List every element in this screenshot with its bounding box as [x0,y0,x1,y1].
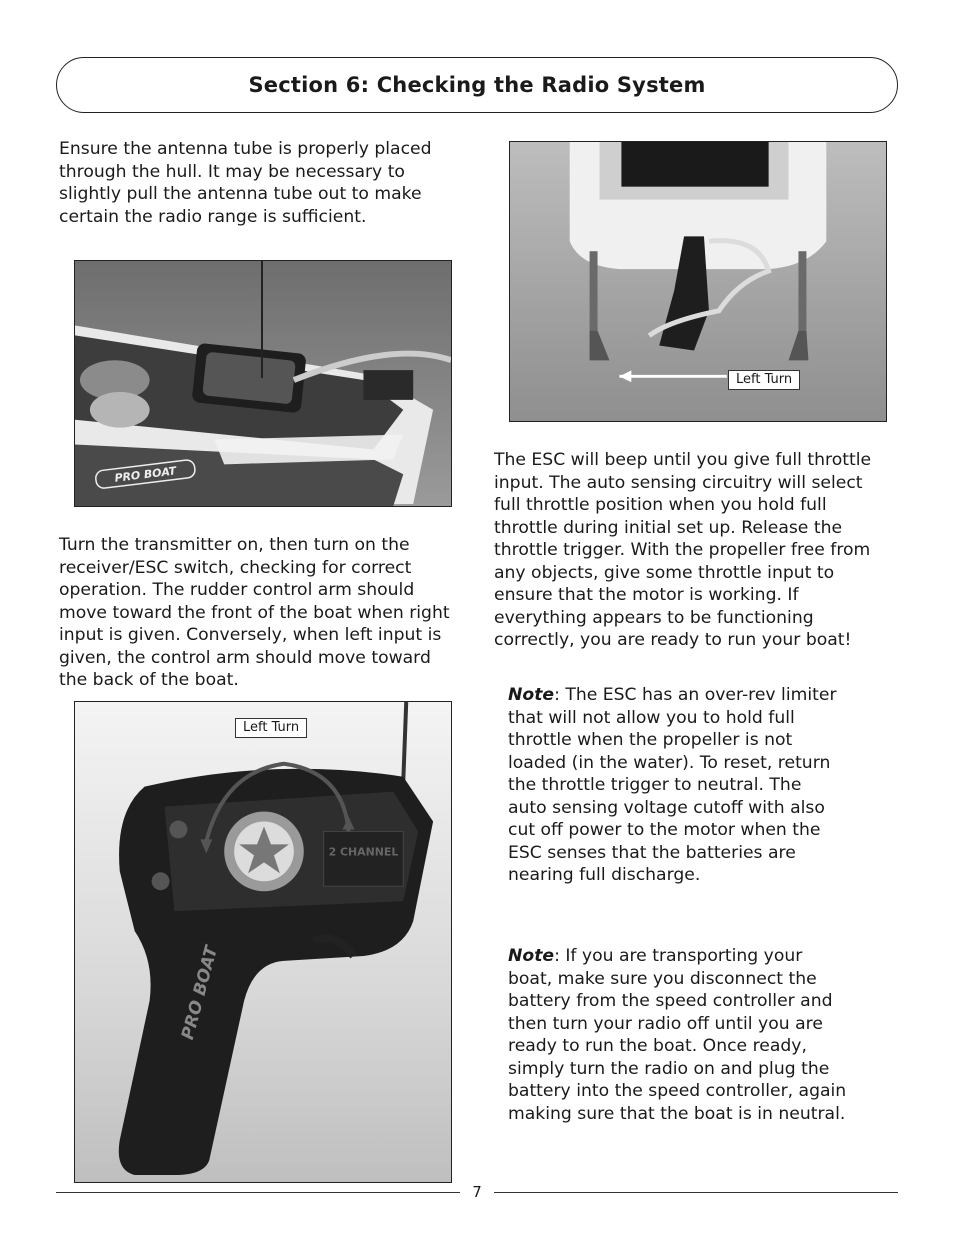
note-overrev [508,684,843,887]
footer-rule-left [56,1192,460,1193]
note-transport [508,945,848,1125]
antenna-paragraph: Ensure the antenna tube is properly placed through the hull. It may be necessary to slightly pull the antenna tube out to make certain the radio range is sufficient. [59,139,432,227]
transmitter-left-turn-label: Left Turn [235,718,307,738]
note-text: : If you are transporting your boat, make sure you disconnect the battery from the speed controller and then turn your radio off until you are ready to run the boat. Once ready, simply turn the radio on and plug the battery into the speed controller, again making sure that the boat is in neutral. [508,946,847,1124]
transmitter-photo [74,701,452,1183]
section-header [56,57,898,113]
transmitter-paragraph: Turn the transmitter on, then turn on the receiver/ESC switch, checking for correct operation. The rudder control arm should move toward the front of the boat when right input is given. Conversely, when left input is given, the control arm should move toward the back of the boat. [59,535,450,690]
note-label: Note [508,946,555,966]
section-title: Section 6: Checking the Radio System [248,73,706,97]
footer-rule-right [494,1192,898,1193]
note-label: Note [508,685,555,705]
boat-antenna-photo [74,260,452,507]
transmitter-logo-text: PRO BOAT [176,943,222,1042]
note-text: : The ESC has an over-rev limiter that will not allow you to hold full throttle when the propeller is not loaded (in the water). To reset, return the throttle trigger to neutral. The auto sensing voltage cutoff with also cut off power to the motor when the ESC senses that the batteries are nearing full discharge. [508,685,837,885]
rudder-photo [509,141,887,422]
boat-logo-text: PRO BOAT [113,464,177,485]
page-number: 7 [472,1183,482,1201]
rudder-left-turn-label: Left Turn [728,370,800,390]
esc-paragraph: The ESC will beep until you give full throttle input. The auto sensing circuitry will select full throttle position when you hold full throttle during initial set up. Release the throttle trigger. With the propeller free from any objects, give some throttle input to ensure that the motor is working. If everything appears to be functioning correctly, you are ready to run your boat! [494,450,872,650]
transmitter-badge: 2 CHANNEL [328,845,399,859]
